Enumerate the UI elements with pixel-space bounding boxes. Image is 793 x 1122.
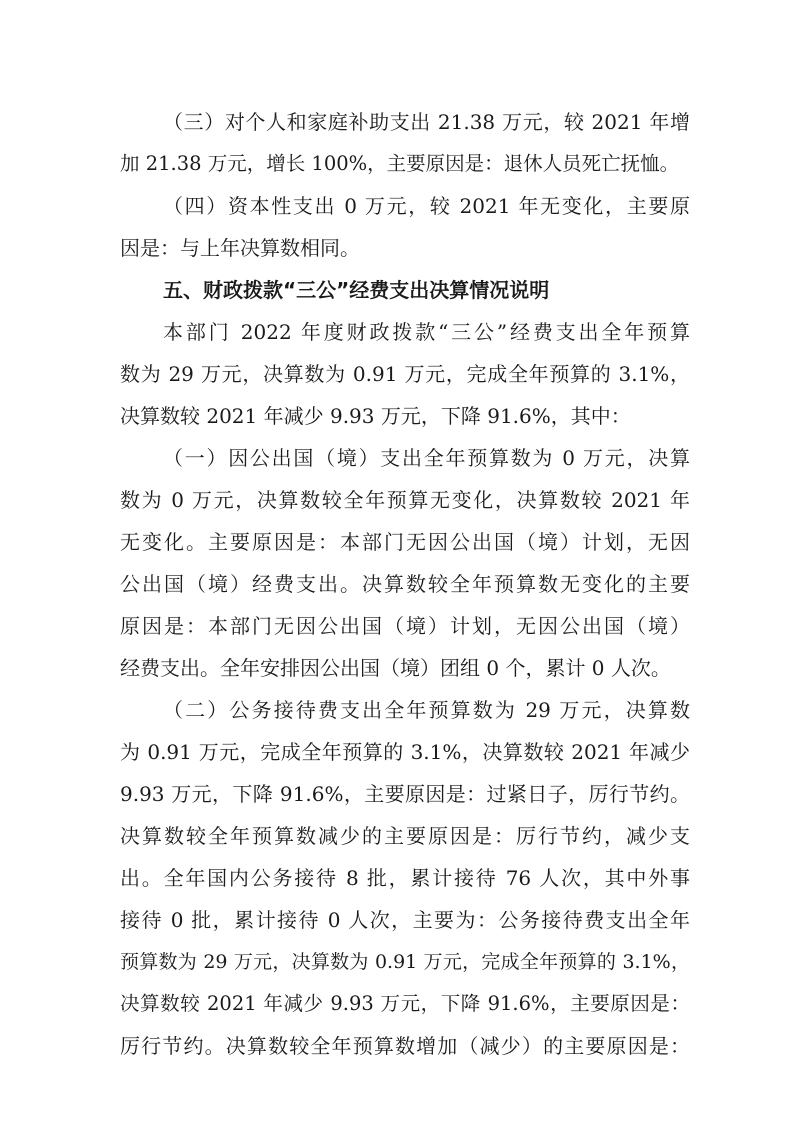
paragraph-line: （四）资本性支出 0 万元，较 2021 年无变化，主要原: [163, 194, 690, 218]
paragraph-line: （一）因公出国（境）支出全年预算数为 0 万元，决算: [163, 446, 690, 470]
paragraph-line: 因是：与上年决算数相同。: [120, 236, 360, 260]
paragraph-line: 决算数较 2021 年减少 9.93 万元，下降 91.6%，其中：: [120, 404, 631, 428]
paragraph-line: 数为 29 万元，决算数为 0.91 万元，完成全年预算的 3.1%，: [120, 362, 690, 386]
paragraph-line: 数为 0 万元，决算数较全年预算无变化，决算数较 2021 年: [120, 488, 690, 512]
paragraph-line: 公出国（境）经费支出。决算数较全年预算数无变化的主要: [120, 572, 690, 596]
section-heading: 五、财政拨款“三公”经费支出决算情况说明: [163, 278, 550, 302]
paragraph-line: 经费支出。全年安排因公出国（境）团组 0 个，累计 0 人次。: [120, 656, 671, 680]
paragraph-line: 无变化。主要原因是：本部门无因公出国（境）计划，无因: [120, 530, 690, 554]
paragraph-line: （二）公务接待费支出全年预算数为 29 万元，决算数: [163, 698, 690, 722]
paragraph-line: 本部门 2022 年度财政拨款“三公”经费支出全年预算: [163, 320, 690, 344]
paragraph-line: 接待 0 批，累计接待 0 人次，主要为：公务接待费支出全年: [120, 908, 690, 932]
paragraph-line: （三）对个人和家庭补助支出 21.38 万元，较 2021 年增: [163, 110, 690, 134]
paragraph-line: 预算数为 29 万元，决算数为 0.91 万元，完成全年预算的 3.1%，: [120, 951, 690, 973]
paragraph-line: 厉行节约。决算数较全年预算数增加（减少）的主要原因是：: [120, 1034, 690, 1058]
paragraph-line: 出。全年国内公务接待 8 批，累计接待 76 人次，其中外事: [120, 866, 690, 890]
paragraph-line: 加 21.38 万元，增长 100%，主要原因是：退休人员死亡抚恤。: [120, 152, 680, 175]
paragraph-line: 决算数较全年预算数减少的主要原因是：厉行节约，减少支: [120, 824, 690, 848]
paragraph-line: 决算数较 2021 年减少 9.93 万元，下降 91.6%，主要原因是：: [120, 992, 690, 1015]
paragraph-line: 9.93 万元，下降 91.6%，主要原因是：过紧日子，厉行节约。: [120, 782, 690, 806]
paragraph-line: 原因是：本部门无因公出国（境）计划，无因公出国（境）: [120, 614, 690, 638]
paragraph-line: 为 0.91 万元，完成全年预算的 3.1%，决算数较 2021 年减少: [120, 740, 690, 764]
